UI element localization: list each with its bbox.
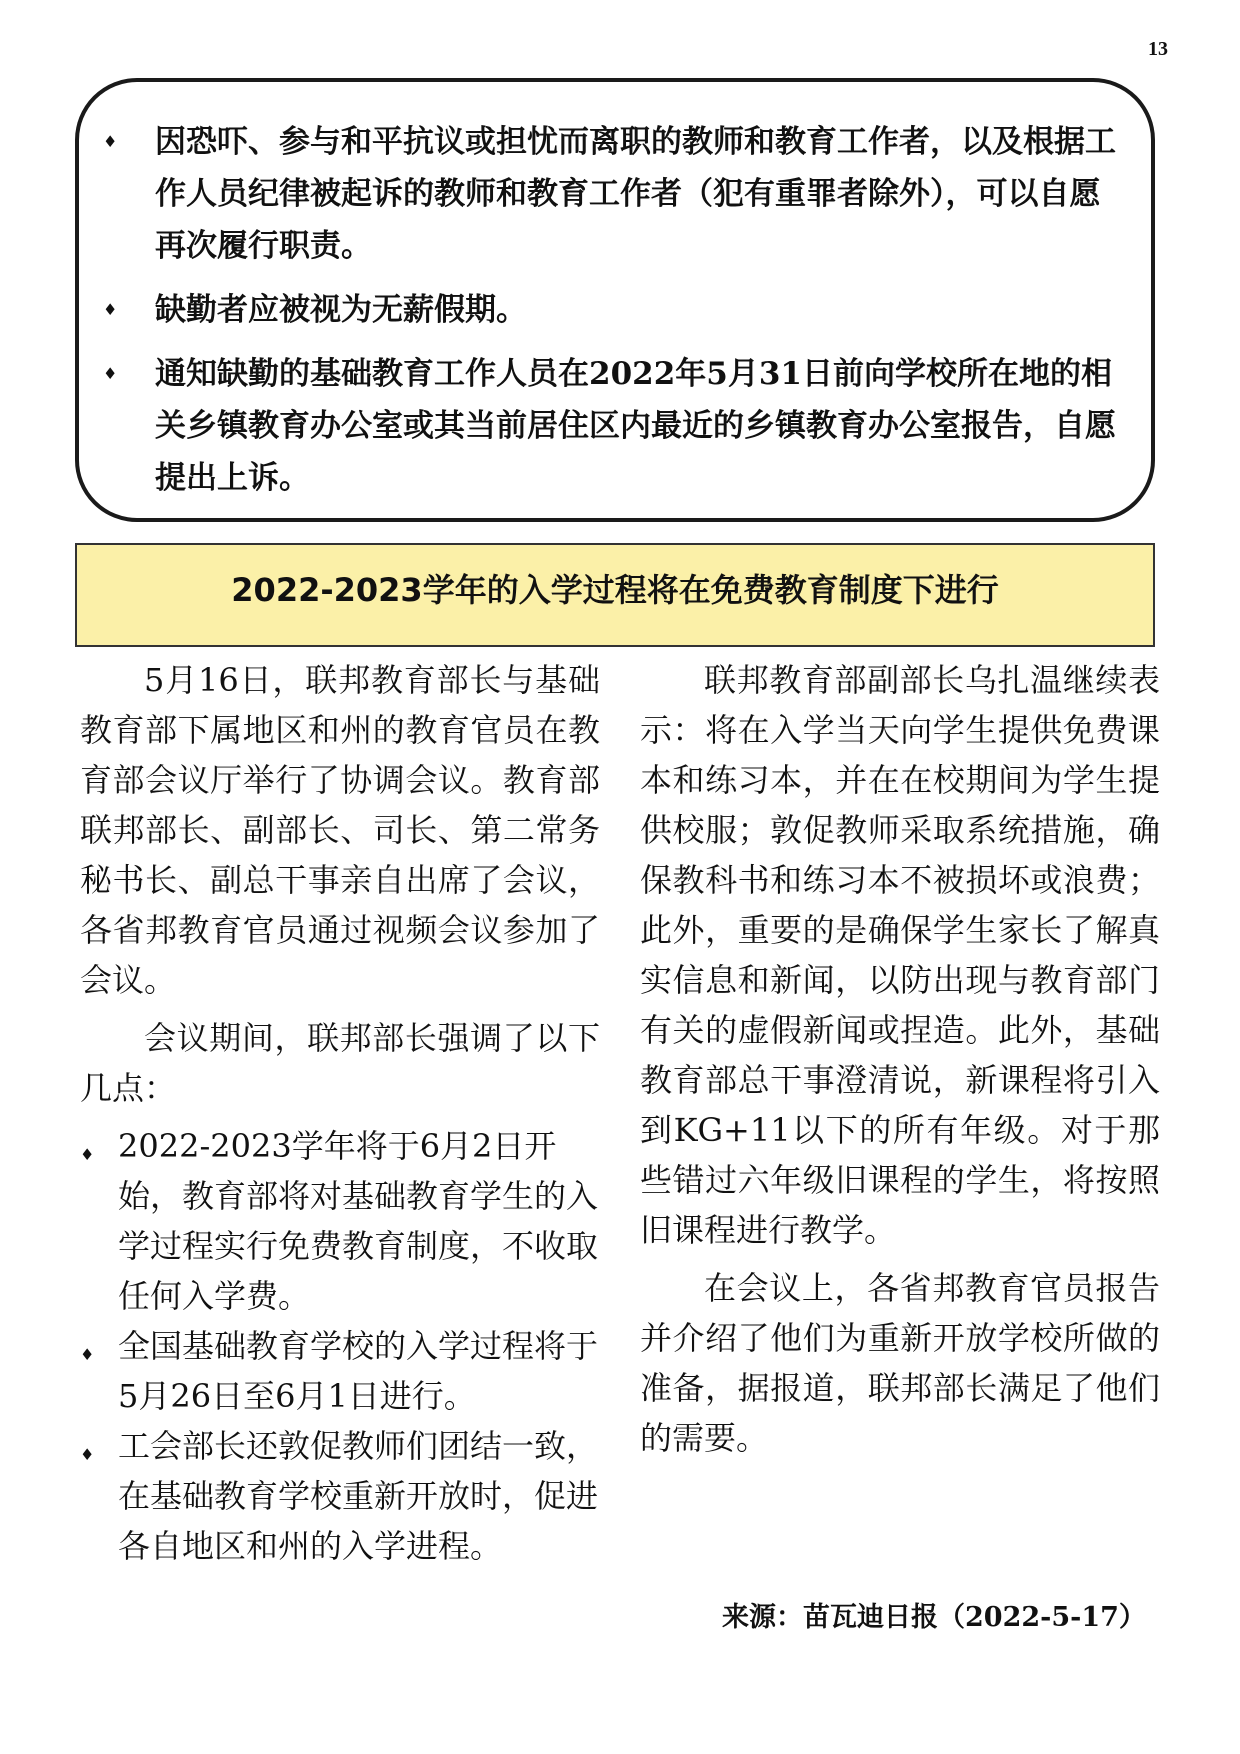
diamond-bullet-icon: ♦	[103, 132, 118, 151]
notice-box	[75, 78, 1155, 522]
notice-text: 缺勤者应被视为无薪假期。	[155, 292, 527, 328]
bullet-text: 2022-2023学年将于6月2日开始，教育部将对基础教育学生的入学过程实行免费教育制度，不收取任何入学费。	[118, 1127, 599, 1315]
paragraph: 5月16日，联邦教育部长与基础教育部下属地区和州的教育官员在教育部会议厅举行了协调会议。教育部联邦部长、副部长、司长、第二常务秘书长、副总干事亲自出席了会议，各省邦教育官员通过视频会议参加了会议。	[80, 661, 600, 999]
diamond-bullet-icon: ♦	[80, 1145, 95, 1164]
notice-item	[97, 348, 1117, 504]
notice-item	[97, 116, 1117, 272]
paragraph: 联邦教育部副部长乌扎温继续表示：将在入学当天向学生提供免费课本和练习本，并在在校期间为学生提供校服；敦促教师采取系统措施，确保教科书和练习本不被损坏或浪费；此外，重要的是确保学生家长了解真实信息和新闻，以防出现与教育部门有关的虚假新闻或捏造。此外，基础教育部总干事澄清说，新课程将引入到KG+11以下的所有年级。对于那些错过六年级旧课程的学生，将按照旧课程进行教学。	[640, 661, 1160, 1249]
article-headline: 2022-2023学年的入学过程将在免费教育制度下进行	[231, 571, 999, 609]
notice-text: 通知缺勤的基础教育工作人员在2022年5月31日前向学校所在地的相关乡镇教育办公室或其当前居住区内最近的乡镇教育办公室报告，自愿提出上诉。	[155, 356, 1116, 496]
diamond-bullet-icon: ♦	[80, 1345, 95, 1364]
bullet-text: 全国基础教育学校的入学过程将于5月26日至6月1日进行。	[118, 1327, 599, 1415]
notice-text: 因恐吓、参与和平抗议或担忧而离职的教师和教育工作者，以及根据工作人员纪律被起诉的教师和教育工作者（犯有重罪者除外），可以自愿再次履行职责。	[155, 124, 1116, 264]
left-column	[80, 655, 600, 1571]
headline-box	[75, 543, 1155, 647]
notice-item	[97, 284, 1117, 336]
bullet-text: 工会部长还敦促教师们团结一致，在基础教育学校重新开放时，促进各自地区和州的入学进程。	[118, 1427, 599, 1565]
bullet-item	[80, 1121, 600, 1321]
paragraph: 会议期间，联邦部长强调了以下几点：	[80, 1019, 600, 1107]
diamond-bullet-icon: ♦	[103, 364, 118, 383]
bullet-item	[80, 1321, 600, 1421]
source-citation: 来源：苗瓦迪日报（2022-5-17）	[722, 1602, 1146, 1633]
diamond-bullet-icon: ♦	[103, 300, 118, 319]
page-number: 13	[1148, 38, 1168, 60]
paragraph: 在会议上，各省邦教育官员报告并介绍了他们为重新开放学校所做的准备，据报道，联邦部长满足了他们的需要。	[640, 1269, 1160, 1457]
right-column	[640, 655, 1160, 1471]
bullet-item	[80, 1421, 600, 1571]
diamond-bullet-icon: ♦	[80, 1445, 95, 1464]
